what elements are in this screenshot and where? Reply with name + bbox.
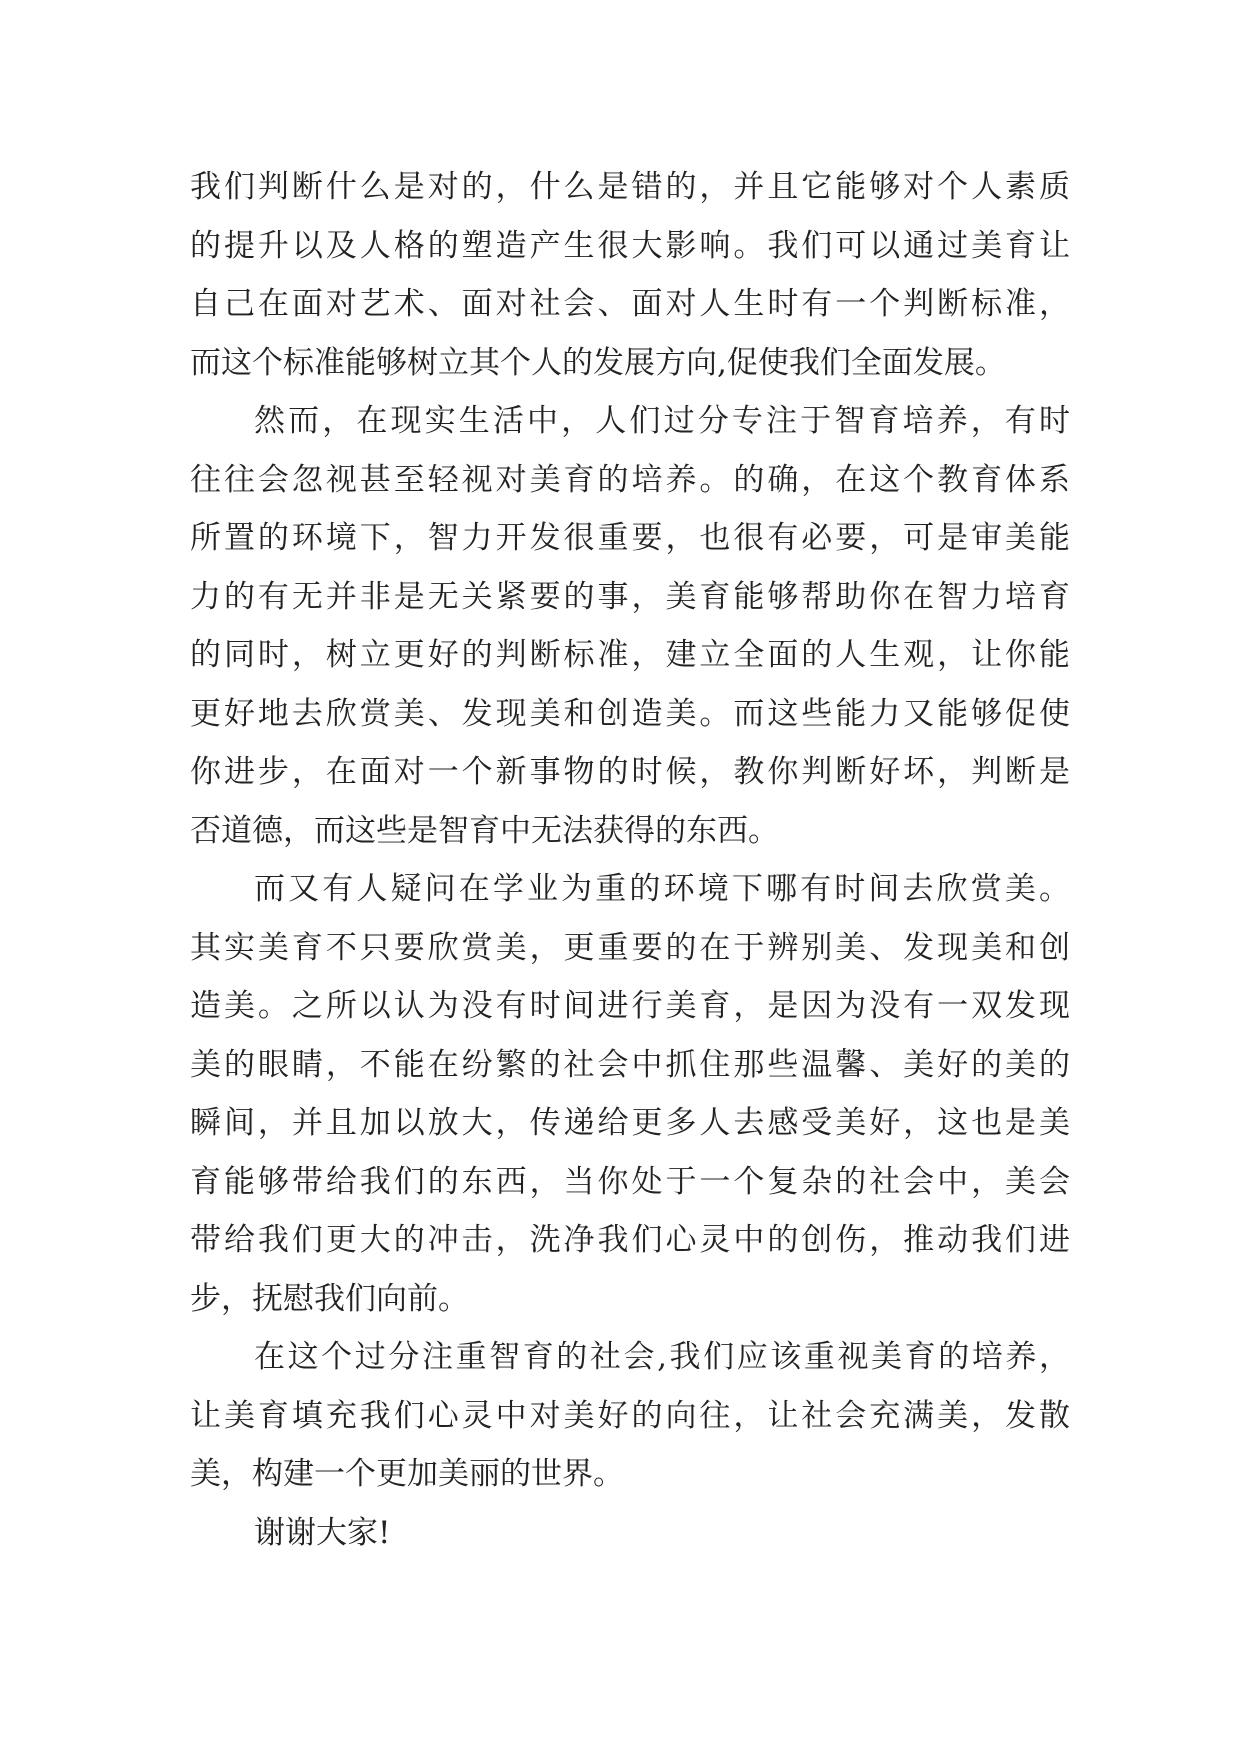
text-line: 美的眼睛，不能在纷繁的社会中抓住那些温馨、美好的美的 <box>190 1046 1070 1083</box>
text-line: 所置的环境下，智力开发很重要，也很有必要，可是审美能 <box>190 520 1070 556</box>
text-line: 而这个标准能够树立其个人的发展方向,促使我们全面发展。 <box>190 344 1006 381</box>
text-line: 更好地去欣赏美、发现美和创造美。而这些能力又能够促使 <box>190 695 1070 732</box>
paragraph <box>190 1328 1070 1504</box>
text-line: 造美。之所以认为没有时间进行美育，是因为没有一双发现 <box>190 988 1070 1024</box>
text-line: 你进步，在面对一个新事物的时候，教你判断好坏，判断是 <box>190 754 1070 790</box>
text-line: 否道德，而这些是智育中无法获得的东西。 <box>190 812 779 849</box>
text-line: 的提升以及人格的塑造产生很大影响。我们可以通过美育让 <box>190 227 1070 264</box>
text-line: 自己在面对艺术、面对社会、面对人生时有一个判断标准， <box>190 286 1070 322</box>
text-line: 其实美育不只要欣赏美，更重要的在于辨别美、发现美和创 <box>190 929 1070 966</box>
text-line: 谢谢大家! <box>254 1514 391 1551</box>
paragraph <box>190 158 1070 392</box>
text-line: 让美育填充我们心灵中对美好的向往，让社会充满美，发散 <box>190 1397 1070 1434</box>
text-line: 的同时，树立更好的判断标准，建立全面的人生观，让你能 <box>190 637 1070 673</box>
text-line: 而又有人疑问在学业为重的环境下哪有时间去欣赏美。 <box>254 871 1070 907</box>
text-line: 美，构建一个更加美丽的世界。 <box>190 1456 624 1492</box>
text-line: 带给我们更大的冲击，洗净我们心灵中的创伤，推动我们进 <box>190 1222 1070 1258</box>
text-line: 育能够带给我们的东西，当你处于一个复杂的社会中，美会 <box>190 1163 1070 1200</box>
paragraph <box>190 392 1070 860</box>
document-body <box>190 158 1070 1562</box>
paragraph <box>190 860 1070 1328</box>
text-line: 然而，在现实生活中，人们过分专注于智育培养，有时 <box>254 403 1070 439</box>
text-line: 步，抚慰我们向前。 <box>190 1280 469 1317</box>
text-line: 我们判断什么是对的，什么是错的，并且它能够对个人素质 <box>190 169 1070 205</box>
paragraph <box>190 1504 1070 1563</box>
text-line: 瞬间，并且加以放大，传递给更多人去感受美好，这也是美 <box>190 1105 1070 1141</box>
text-line: 力的有无并非是无关紧要的事，美育能够帮助你在智力培育 <box>190 578 1070 615</box>
text-line: 往往会忽视甚至轻视对美育的培养。的确，在这个教育体系 <box>190 461 1070 498</box>
text-line: 在这个过分注重智育的社会,我们应该重视美育的培养， <box>254 1339 1070 1375</box>
